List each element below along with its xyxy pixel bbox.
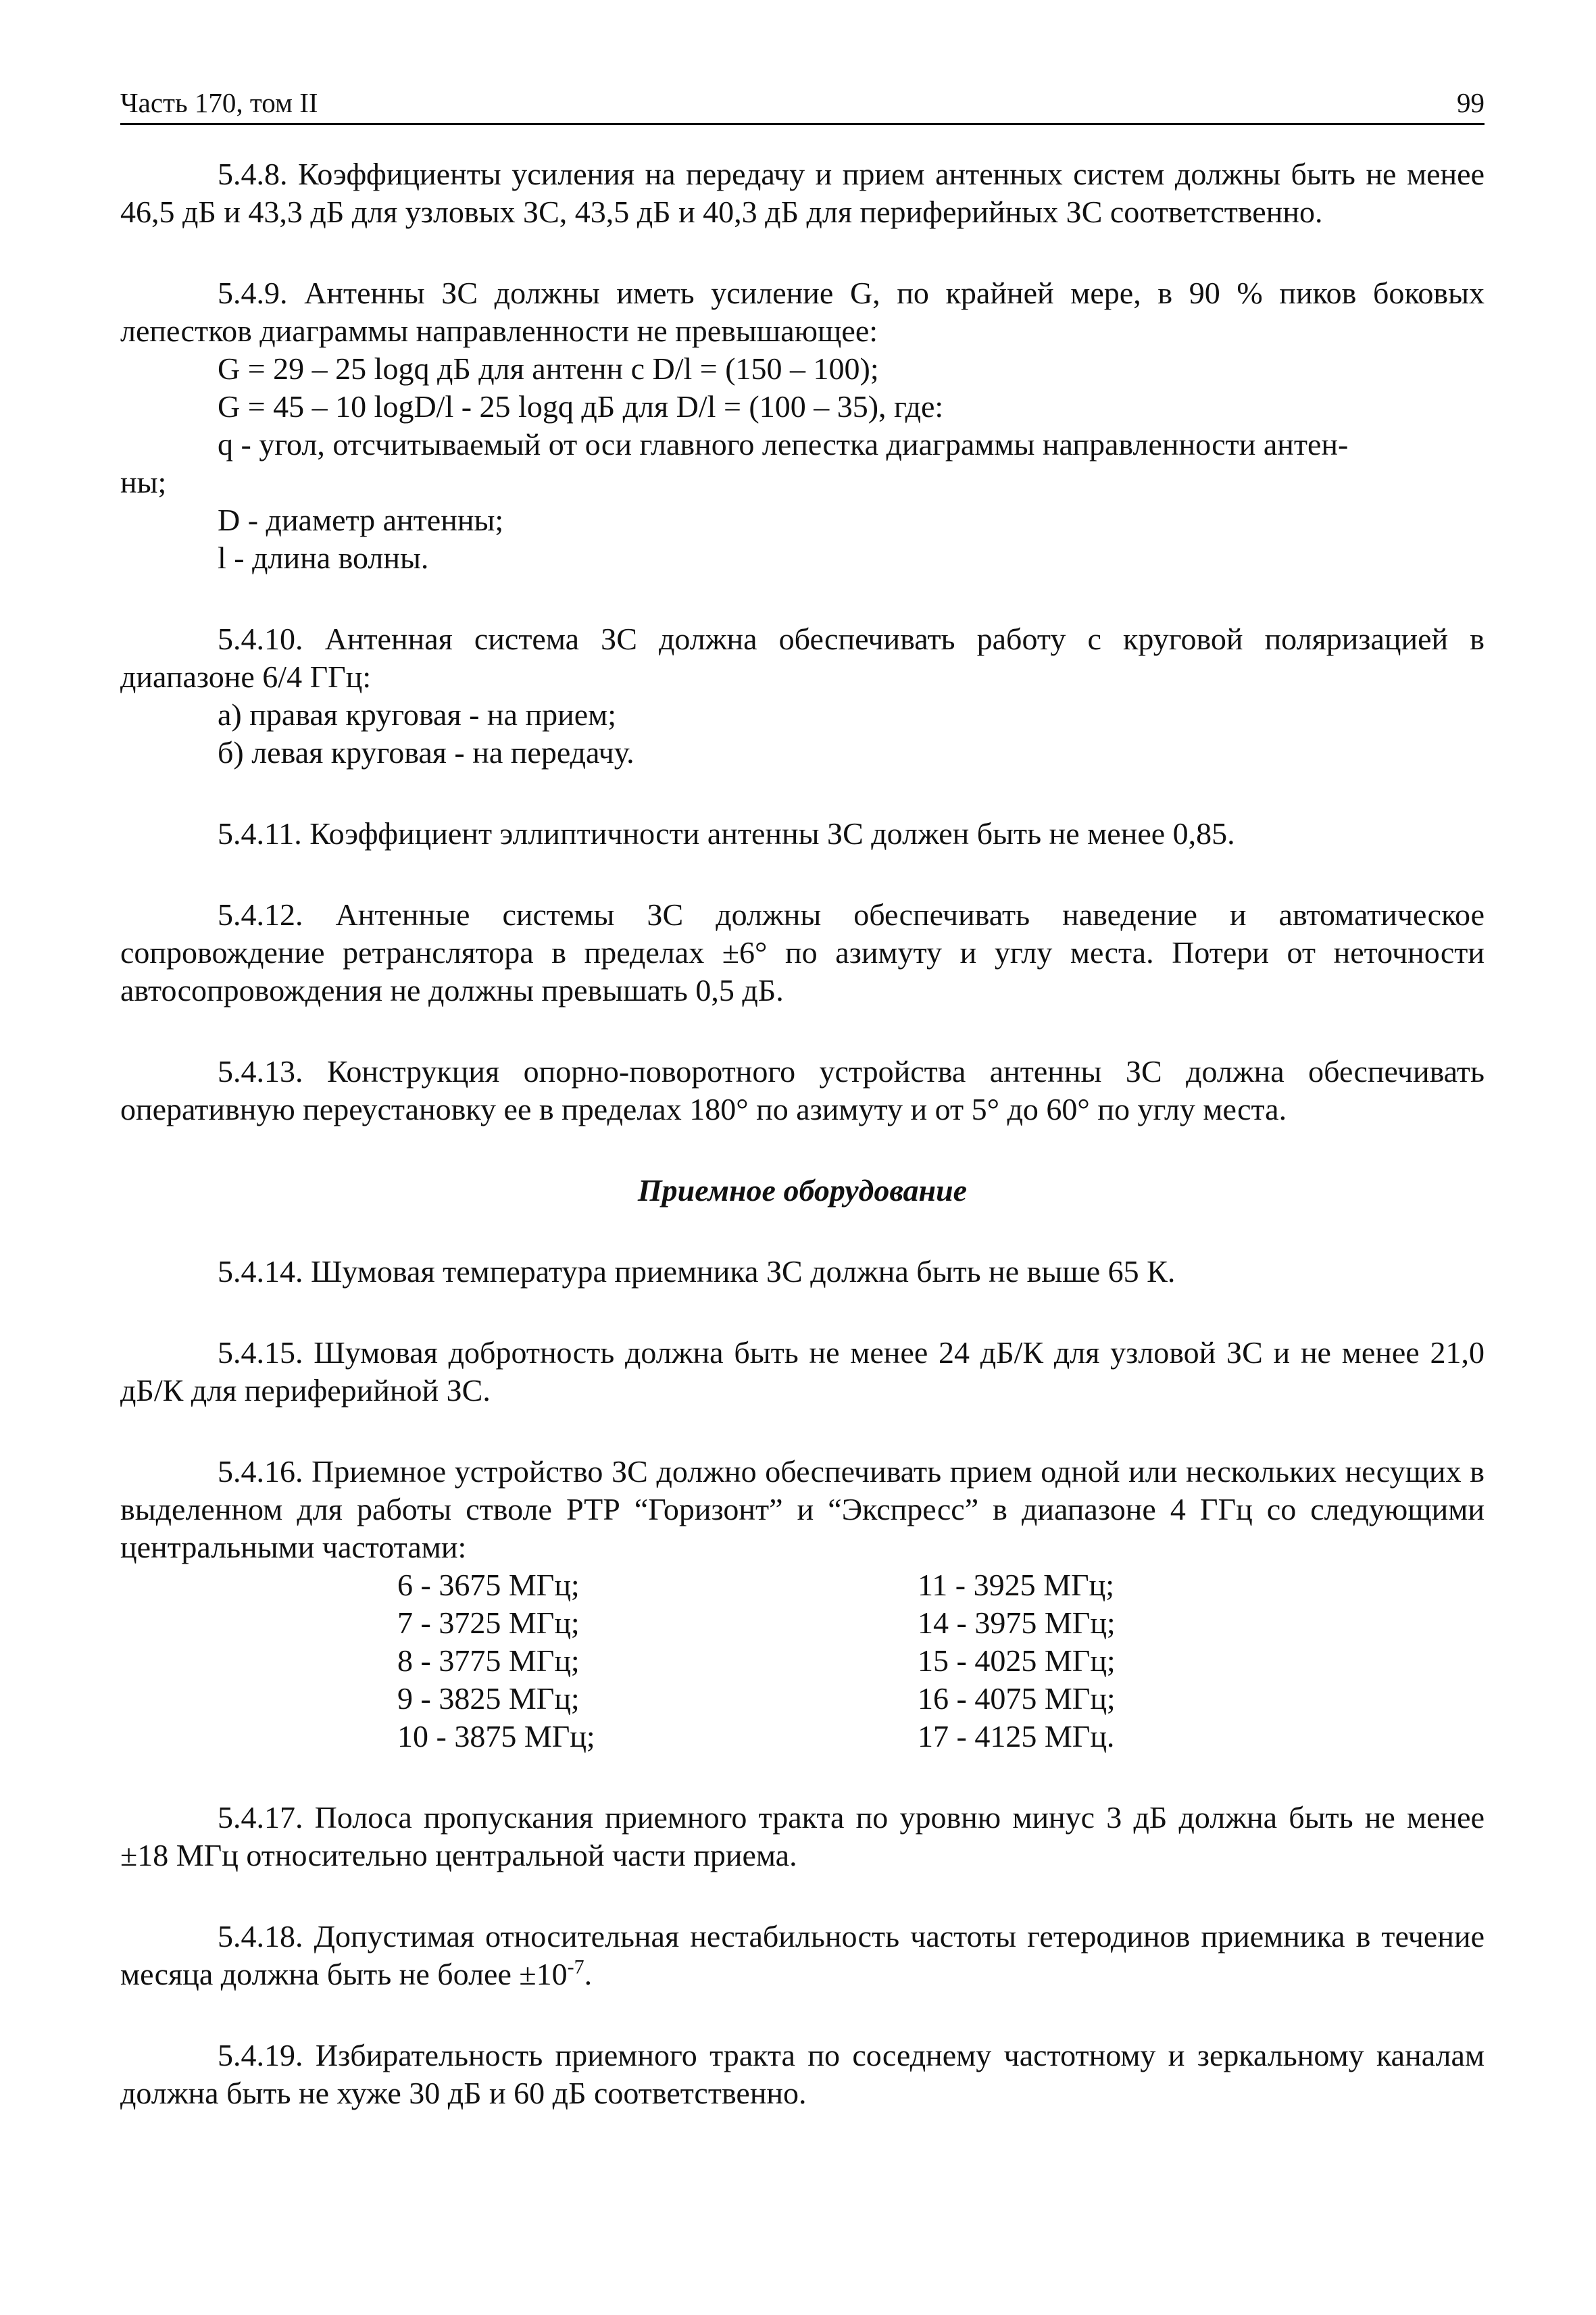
paragraph-5-4-8: 5.4.8. Коэффициенты усиления на передачу и прием антенных систем должны быть не менее 46,5 дБ и 43,3 дБ для узловых ЗС, 43,5 дБ и 40,3 дБ для периферийных ЗС соответственно. (120, 157, 1485, 229)
paragraph-5-4-19: 5.4.19. Избирательность приемного тракта по соседнему частотному и зеркальному каналам должна быть не хуже 30 дБ и 60 дБ соответственно. (120, 2038, 1485, 2110)
paragraph-5-4-18 (120, 1918, 1485, 1993)
paragraph-5-4-15: 5.4.15. Шумовая добротность должна быть не менее 24 дБ/К для узловой ЗС и не менее 21,0 дБ/К для периферийной ЗС. (120, 1335, 1485, 1408)
frequency-item: 11 - 3925 МГц; (918, 1568, 1115, 1602)
frequency-table (120, 1566, 1485, 1756)
running-header (120, 80, 1485, 125)
paragraph-5-4-16: 5.4.16. Приемное устройство ЗС должно обеспечивать прием одной или нескольких несущих в выделенном для работы стволе РТР “Горизонт” и “Экспресс” в диапазоне 4 ГГц со следующими центральными частотами: (120, 1454, 1485, 1564)
list-item-a: а) правая круговая - на прием; (218, 697, 617, 732)
definition-q-continuation: ны; (120, 465, 167, 499)
paragraph-5-4-13: 5.4.13. Конструкция опорно-поворотного устройства антенны ЗС должна обеспечивать оперативную переустановку ее в пределах 180° по азимуту и от 5° до 60° по углу места. (120, 1054, 1485, 1126)
document-body (120, 155, 1485, 2156)
definition-q: q - угол, отсчитываемый от оси главного лепестка диаграммы направленности антен- (218, 427, 1349, 462)
frequency-item: 14 - 3975 МГц; (918, 1605, 1116, 1640)
definition-l: l - длина волны. (218, 541, 429, 575)
header-title: Часть 170, том II (120, 87, 318, 118)
exponent: -7 (567, 1956, 584, 1978)
frequency-item: 10 - 3875 МГц; (397, 1719, 595, 1753)
frequency-item: 8 - 3775 МГц; (397, 1643, 580, 1678)
frequency-item: 17 - 4125 МГц. (918, 1719, 1115, 1753)
formula-gain-1: G = 29 – 25 logq дБ для антенн с D/l = (150 – 100); (218, 351, 879, 386)
paragraph-5-4-11: 5.4.11. Коэффициент эллиптичности антенны ЗС должен быть не менее 0,85. (218, 816, 1235, 851)
paragraph-5-4-18-text: 5.4.18. Допустимая относительная нестабильность частоты гетеродинов приемника в течение месяца должна быть не более ±10 (120, 1919, 1485, 1991)
frequency-item: 7 - 3725 МГц; (397, 1605, 580, 1640)
paragraph-5-4-10: 5.4.10. Антенная система ЗС должна обеспечивать работу с круговой поляризацией в диапазоне 6/4 ГГц: (120, 622, 1485, 694)
paragraph-5-4-9: 5.4.9. Антенны ЗС должны иметь усиление G, по крайней мере, в 90 % пиков боковых лепестков диаграммы направленности не превышающее: (120, 276, 1485, 348)
page-number: 99 (1457, 87, 1485, 118)
frequency-item: 6 - 3675 МГц; (397, 1568, 580, 1602)
frequency-item: 15 - 4025 МГц; (918, 1643, 1116, 1678)
definition-d: D - диаметр антенны; (218, 503, 504, 537)
frequency-item: 9 - 3825 МГц; (397, 1681, 580, 1716)
paragraph-5-4-18-end: . (584, 1957, 593, 1991)
paragraph-5-4-17: 5.4.17. Полоса пропускания приемного тракта по уровню минус 3 дБ должна быть не менее ±18 МГц относительно центральной части приема. (120, 1800, 1485, 1872)
formula-gain-2: G = 45 – 10 logD/l - 25 logq дБ для D/l = (100 – 35), где: (218, 389, 944, 424)
section-heading: Приемное оборудование (637, 1173, 968, 1208)
paragraph-5-4-14: 5.4.14. Шумовая температура приемника ЗС должна быть не выше 65 К. (218, 1254, 1176, 1289)
list-item-b: б) левая круговая - на передачу. (218, 735, 634, 770)
paragraph-5-4-12: 5.4.12. Антенные системы ЗС должны обеспечивать наведение и автоматическое сопровождение ретранслятора в пределах ±6° по азимуту и углу места. Потери от неточности автосопровождения не должны превышать 0,5 дБ. (120, 897, 1485, 1007)
frequency-item: 16 - 4075 МГц; (918, 1681, 1116, 1716)
